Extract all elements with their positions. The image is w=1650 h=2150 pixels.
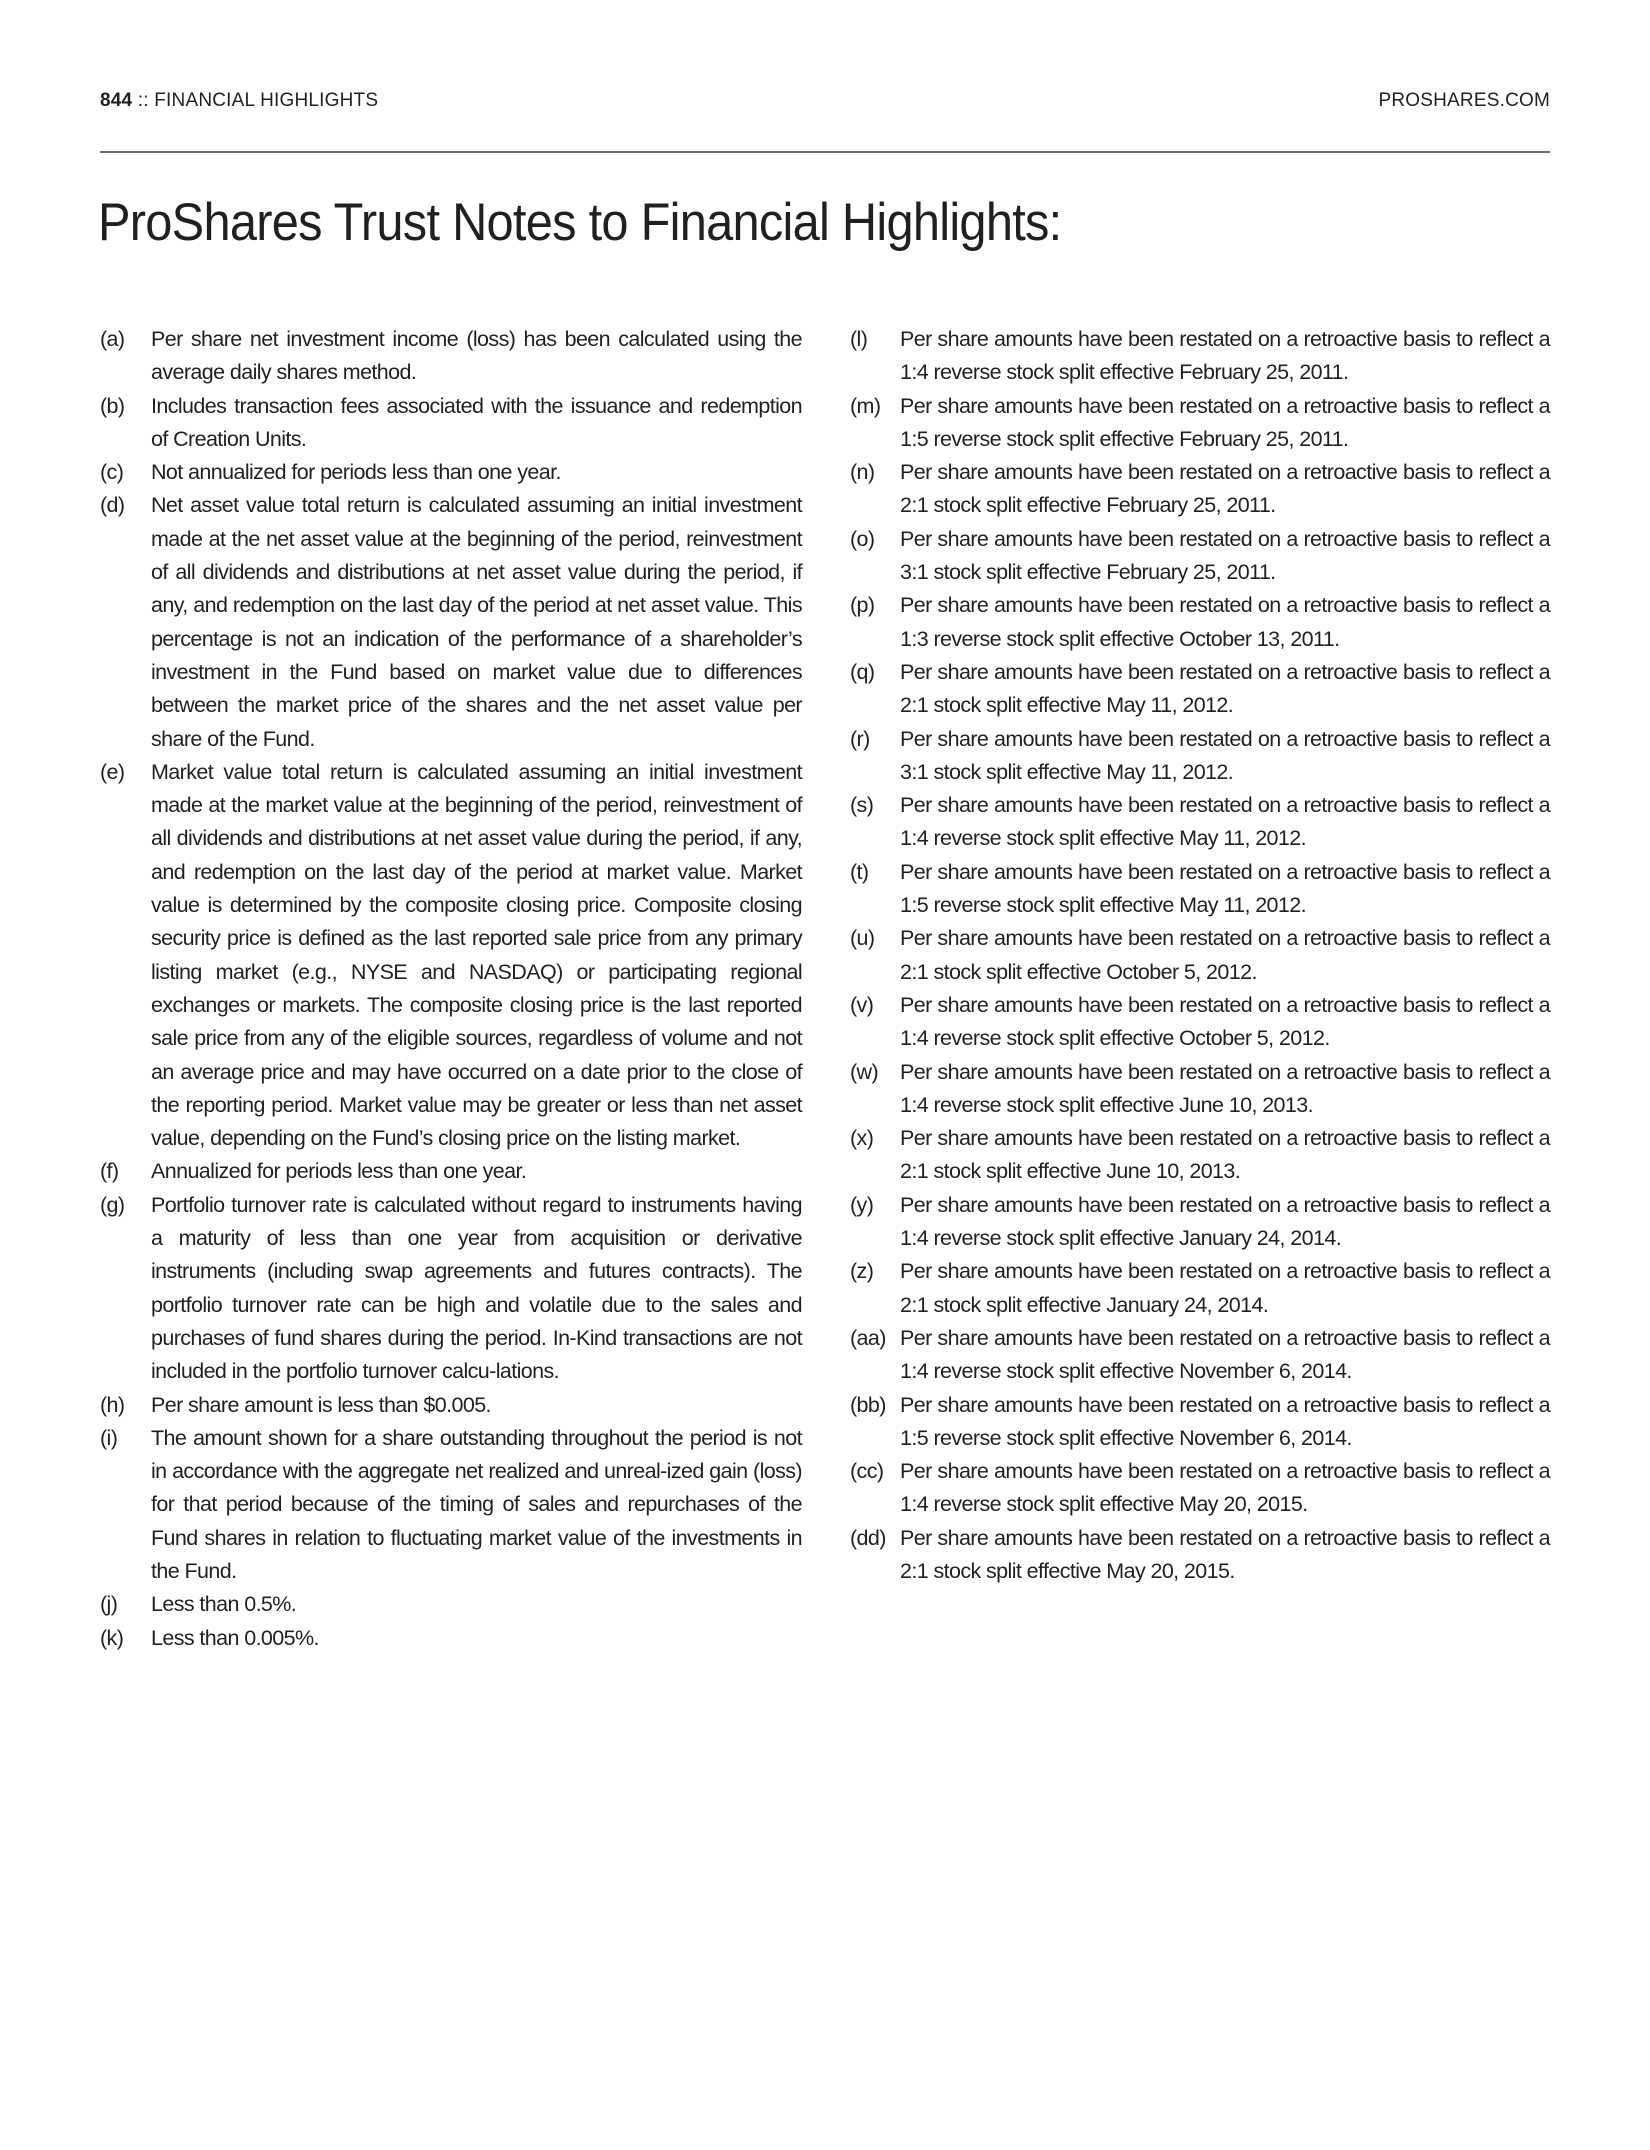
site-name: PROSHARES.COM [1378,90,1550,111]
footnote [850,456,1550,523]
footnote-text: Per share amounts have been restated on a retroactive basis to reflect a 2:1 stock split effective June 10, 2013. [900,1126,1550,1184]
footnote-text: The amount shown for a share outstanding throughout the period is not in accordance with the aggregate net realized and unreal-ized gain (loss) for that period because of the timing of sales and repurchases of the Fund shares in relation to fluctuating market value of the investments in the Fund. [151,1425,802,1583]
footnote [850,789,1550,856]
footnote-text: Includes transaction fees associated with the issuance and redemption of Creation Units. [151,393,802,451]
footnote-marker: (bb) [850,1392,886,1417]
footnote-marker: (m) [850,393,881,418]
footnote-text: Per share amounts have been restated on a retroactive basis to reflect a 2:1 stock split effective May 20, 2015. [900,1525,1550,1583]
footnote-text: Per share amounts have been restated on a retroactive basis to reflect a 1:4 reverse stock split effective May 20, 2015. [900,1459,1550,1517]
footnote-marker: (v) [850,992,874,1017]
page-title: ProShares Trust Notes to Financial Highlights: [98,193,1062,252]
footnote-marker: (t) [850,859,869,884]
section-name: FINANCIAL HIGHLIGHTS [154,90,379,111]
footnote-marker: (d) [100,493,125,518]
footnote-text: Per share net investment income (loss) has been calculated using the average daily shares method. [151,327,802,385]
footnote-marker: (w) [850,1059,879,1084]
footnote-marker: (x) [850,1126,874,1151]
footnote-marker: (c) [100,460,124,485]
footnote-text: Per share amounts have been restated on a retroactive basis to reflect a 1:5 reverse stock split effective November 6, 2014. [900,1392,1550,1450]
footnote-marker: (cc) [850,1459,884,1484]
footnote [100,323,802,390]
footnote-marker: (h) [100,1392,125,1417]
footnote-marker: (dd) [850,1525,886,1550]
footnote-marker: (g) [100,1192,125,1217]
footnote-marker: (s) [850,793,874,818]
footnote-marker: (l) [850,327,868,351]
footnote-marker: (e) [100,759,125,784]
footnote-marker: (q) [850,659,875,684]
footnote [100,1189,802,1389]
footnote-text: Per share amounts have been restated on a retroactive basis to reflect a 1:5 reverse stock split effective February 25, 2011. [900,393,1550,451]
footnote-text: Per share amounts have been restated on a retroactive basis to reflect a 1:4 reverse stock split effective January 24, 2014. [900,1192,1550,1251]
footnote-text: Per share amounts have been restated on a retroactive basis to reflect a 2:1 stock split effective October 5, 2012. [900,926,1550,984]
footnote-text: Less than 0.005%. [151,1625,319,1650]
footnote-text: Per share amount is less than $0.005. [151,1392,491,1417]
footnote-text: Per share amounts have been restated on a retroactive basis to reflect a 1:4 reverse stock split effective November 6, 2014. [900,1325,1550,1384]
footnote [850,856,1550,923]
footnote [850,1056,1550,1123]
footnote [100,756,802,1156]
footnote-marker: (j) [100,1592,118,1617]
footnote-marker: (f) [100,1159,119,1184]
footnote-marker: (r) [850,726,870,751]
footnote [850,656,1550,723]
footnote-text: Net asset value total return is calculated assuming an initial investment made at the net asset value at the beginning of the period, reinvestment of all dividends and distributions at net asset value during the period, if any, and redemption on the last day of the period at net asset value. This percentage is not an indication of the performance of a shareholder’s investment in the Fund based on market value due to differences between the market price of the shares and the net asset value per share of the Fund. [151,493,802,751]
footnote-text: Portfolio turnover rate is calculated without regard to instruments having a maturity of less than one year from acquisition or derivative instruments (including swap agreements and futures contracts). The portfolio turnover rate can be high and volatile due to the sales and purchases of fund shares during the period. In-Kind transactions are not included in the portfolio turnover calcu-lations. [151,1192,802,1384]
footnote [850,1189,1550,1256]
footnote-text: Per share amounts have been restated on a retroactive basis to reflect a 3:1 stock split effective February 25, 2011. [900,526,1550,585]
footnote [100,456,802,489]
footnote [850,523,1550,590]
footnote [100,489,802,755]
footnote [850,723,1550,790]
footnote-text: Per share amounts have been restated on a retroactive basis to reflect a 1:3 reverse stock split effective October 13, 2011. [900,593,1550,651]
page-number: 844 [100,90,133,111]
footnote [100,390,802,457]
footnote [100,1389,802,1422]
footnote [100,1588,802,1621]
footnote-text: Not annualized for periods less than one year. [151,460,561,485]
footnote-marker: (o) [850,526,875,551]
footnote-text: Per share amounts have been restated on a retroactive basis to reflect a 3:1 stock split effective May 11, 2012. [900,726,1550,784]
header-divider [100,151,1550,153]
footnote-text: Annualized for periods less than one year. [151,1159,527,1184]
footnote-text: Per share amounts have been restated on a retroactive basis to reflect a 1:4 reverse stock split effective February 25, 2011. [900,327,1550,385]
footnote [850,922,1550,989]
footnote [100,1155,802,1188]
footnote-text: Per share amounts have been restated on a retroactive basis to reflect a 1:4 reverse stock split effective May 11, 2012. [900,793,1550,851]
footnote-marker: (b) [100,393,125,418]
footnote-marker: (z) [850,1259,874,1284]
footnote [850,1522,1550,1589]
footnote-marker: (p) [850,593,875,618]
footnote-text: Market value total return is calculated assuming an initial investment made at the market value at the beginning of the period, reinvestment of all dividends and distributions at net asset value during the period, if any, and redemption on the last day of the period at market value. Market value is determined by the composite closing price. Composite closing security price is defined as the last reported sale price from any primary listing market (e.g., NYSE and NASDAQ) or participating regional exchanges or markets. The composite closing price is the last reported sale price from any of the eligible sources, regardless of volume and not an average price and may have occurred on a date prior to the close of the reporting period. Market value may be greater or less than net asset value, depending on the Fund’s closing price on the listing market. [151,759,802,1151]
footnote-marker: (u) [850,926,875,951]
footnote [850,1122,1550,1189]
footnote-text: Per share amounts have been restated on a retroactive basis to reflect a 2:1 stock split effective May 11, 2012. [900,659,1550,718]
footnote-text: Per share amounts have been restated on a retroactive basis to reflect a 1:4 reverse stock split effective October 5, 2012. [900,992,1550,1051]
notes-column-left [100,323,802,1655]
footnote-marker: (a) [100,327,125,351]
footnote-text: Per share amounts have been restated on a retroactive basis to reflect a 2:1 stock split effective January 24, 2014. [900,1259,1550,1317]
footnote-text: Less than 0.5%. [151,1592,297,1617]
header-separator: :: [137,90,149,111]
footnote-marker: (aa) [850,1325,886,1350]
footnote [850,390,1550,457]
notes-column-right [850,323,1550,1588]
footnote [850,323,1550,390]
footnote [100,1422,802,1588]
footnote-text: Per share amounts have been restated on a retroactive basis to reflect a 1:5 reverse stock split effective May 11, 2012. [900,859,1550,918]
footnote-marker: (y) [850,1192,874,1217]
footnote-marker: (n) [850,460,875,485]
footnote [850,1389,1550,1456]
footnote-text: Per share amounts have been restated on a retroactive basis to reflect a 1:4 reverse stock split effective June 10, 2013. [900,1059,1550,1117]
footnote [850,1455,1550,1522]
footnote [850,1255,1550,1322]
footnote [100,1622,802,1655]
footnote-marker: (i) [100,1425,118,1450]
footnote [850,1322,1550,1389]
footnote-marker: (k) [100,1625,124,1650]
running-head [100,90,378,112]
page-header [100,90,1550,120]
footnote [850,589,1550,656]
footnote [850,989,1550,1056]
footnote-text: Per share amounts have been restated on a retroactive basis to reflect a 2:1 stock split effective February 25, 2011. [900,460,1550,518]
